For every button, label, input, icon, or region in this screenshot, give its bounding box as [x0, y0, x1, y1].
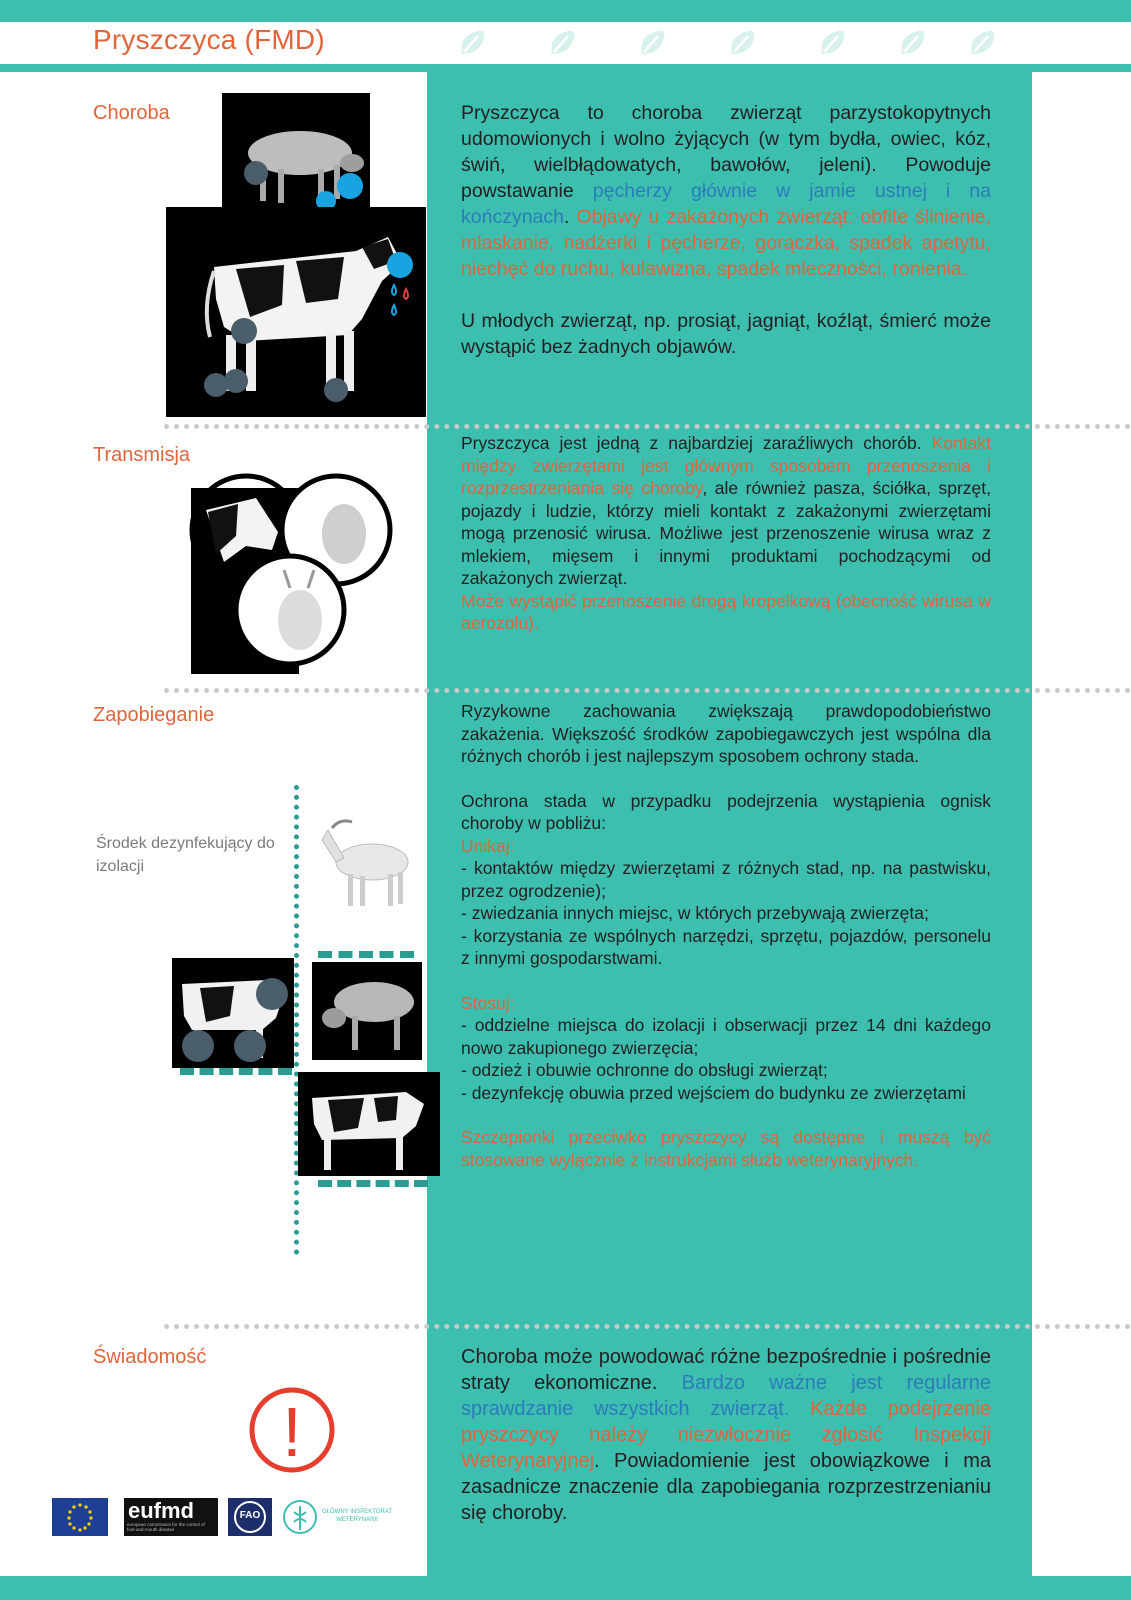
leaf-icon — [816, 28, 848, 58]
use-item: - odzież i obuwie ochronne do obsługi zwierząt; — [461, 1060, 828, 1080]
leaf-icon — [966, 28, 998, 58]
page-title: Pryszczyca (FMD) — [93, 24, 325, 55]
sheep-image — [222, 93, 370, 211]
cow-symptoms-image — [166, 207, 426, 417]
transmisja-paragraph-2: Może wystąpić przenoszenie drogą kropelkową (obecność wirusa w aerozolu). — [461, 590, 991, 633]
isolation-pen-top — [318, 951, 414, 958]
giw-logo: GŁÓWNY INSPEKTORAT WETERYNARII — [282, 1498, 412, 1536]
warning-glyph: ! — [282, 1393, 302, 1471]
zapobieganie-text — [461, 700, 991, 1171]
avoid-heading: Unikaj: — [461, 835, 515, 856]
choroba-paragraph-1: Pryszczyca to choroba zwierząt parzystokopytnych udomowionych i wolno żyjących (w tym bydła, owiec, kóz, świń, wielbłądowatych, bawołów, jeleni). Powoduje powstawanie pęcherzy głównie w jamie ustnej i na kończynach. Objawy u zakażonych zwierząt: obfite ślinienie, mlaskanie, nadżerki i pęcherze, gorączka, spadek apetytu, niechęć do ruchu, kulawizna, spadek mleczności, ronienia. — [461, 102, 991, 280]
choroba-paragraph-2: U młodych zwierząt, np. prosiąt, jagniąt, koźląt, śmierć może wystąpić bez żadnych objawów. — [461, 310, 991, 358]
transmisja-text — [461, 432, 991, 635]
section-divider — [164, 1324, 1131, 1329]
use-item: - dezynfekcję obuwia przed wejściem do budynku ze zwierzętami — [461, 1082, 966, 1103]
avoid-item: - zwiedzania innych miejsc, w których przebywają zwierzęta; — [461, 903, 929, 923]
bottom-accent-bar — [0, 1576, 1131, 1600]
leaf-icon — [546, 28, 578, 58]
top-accent-bar — [0, 0, 1131, 22]
sheep-isolation-image — [312, 962, 422, 1060]
choroba-text — [461, 100, 991, 360]
section-divider — [164, 688, 1131, 693]
zapobieganie-paragraph-1: Ryzykowne zachowania zwiększają prawdopodobieństwo zakażenia. Większość środków zapobiegawczych jest wspólna dla różnych chorób i jest najlepszym sposobem ochrony stada. — [461, 701, 991, 766]
use-heading: Stosuj: — [461, 992, 515, 1013]
title-underline-bar — [0, 64, 1131, 72]
goat-image — [310, 818, 418, 910]
section-label-swiadomosc: Świadomość — [93, 1346, 207, 1368]
isolation-pen-bottom — [180, 1068, 292, 1075]
eufmd-logo: eufmd european commission for the control of foot-and-mouth disease — [124, 1498, 218, 1536]
leaf-icon — [636, 28, 668, 58]
swiadomosc-paragraph: Choroba może powodować różne bezpośrednie i pośrednie straty ekonomiczne. Bardzo ważne jest regularne sprawdzanie wszystkich zwierząt. Każde podejrzenie pryszczycy należy niezwłocznie zgłosić Inspekcji Weterynaryjnej. Powiadomienie jest obowiązkowe i ma zasadnicze znaczenie dla zapobiegania rozprzestrzenianiu się choroby. — [461, 1346, 991, 1524]
swiadomosc-text — [461, 1344, 991, 1526]
isolation-barrier-line — [294, 785, 299, 1255]
section-label-choroba: Choroba — [93, 102, 170, 124]
isolation-pen-bottom-2 — [318, 1180, 428, 1187]
warning-icon — [248, 1386, 336, 1474]
cow-isolation-image — [172, 958, 294, 1068]
cow-image-2 — [298, 1072, 440, 1176]
leaf-icon — [896, 28, 928, 58]
avoid-item: - kontaktów między zwierzętami z różnych stad, np. na pastwisku, przez ogrodzenie); — [461, 858, 991, 901]
leaf-icon — [726, 28, 758, 58]
transmission-animals-image — [186, 470, 396, 674]
transmisja-paragraph-1: Pryszczyca jest jedną z najbardziej zaraźliwych chorób. Kontakt między zwierzętami jest głównym sposobem przenoszenia i rozprzestrzeniania się choroby, ale również pasza, ściółka, sprzęt, pojazdy i ludzie, którzy mieli kontakt z zakażonymi zwierzętami mogą przenosić wirusa. Możliwe jest przenoszenie wirusa wraz z mlekiem, mięsem i innymi produktami pochodzącymi od zakażonych zwierząt. — [461, 433, 991, 588]
disinfectant-note: Środek dezynfekujący do izolacji — [96, 835, 275, 875]
zapobieganie-paragraph-2: Ochrona stada w przypadku podejrzenia wystąpienia ognisk choroby w pobliżu: — [461, 790, 991, 833]
eu-flag-logo — [52, 1498, 108, 1536]
use-item: - oddzielne miejsca do izolacji i obserwacji przez 14 dni każdego nowo zakupionego zwierzęcia; — [461, 1015, 991, 1058]
fao-logo: FAO — [228, 1498, 272, 1536]
vaccine-note: Szczepionki przeciwko pryszczycy są dostępne i muszą być stosowane wyłącznie z instrukcjami służb weterynaryjnych. — [461, 1127, 991, 1170]
leaf-icon — [456, 28, 488, 58]
section-label-zapobieganie: Zapobieganie — [93, 704, 215, 726]
section-label-transmisja: Transmisja — [93, 444, 191, 466]
avoid-item: - korzystania ze wspólnych narzędzi, sprzętu, pojazdów, personelu z innymi gospodarstwami. — [461, 925, 991, 968]
section-divider — [164, 424, 1131, 429]
